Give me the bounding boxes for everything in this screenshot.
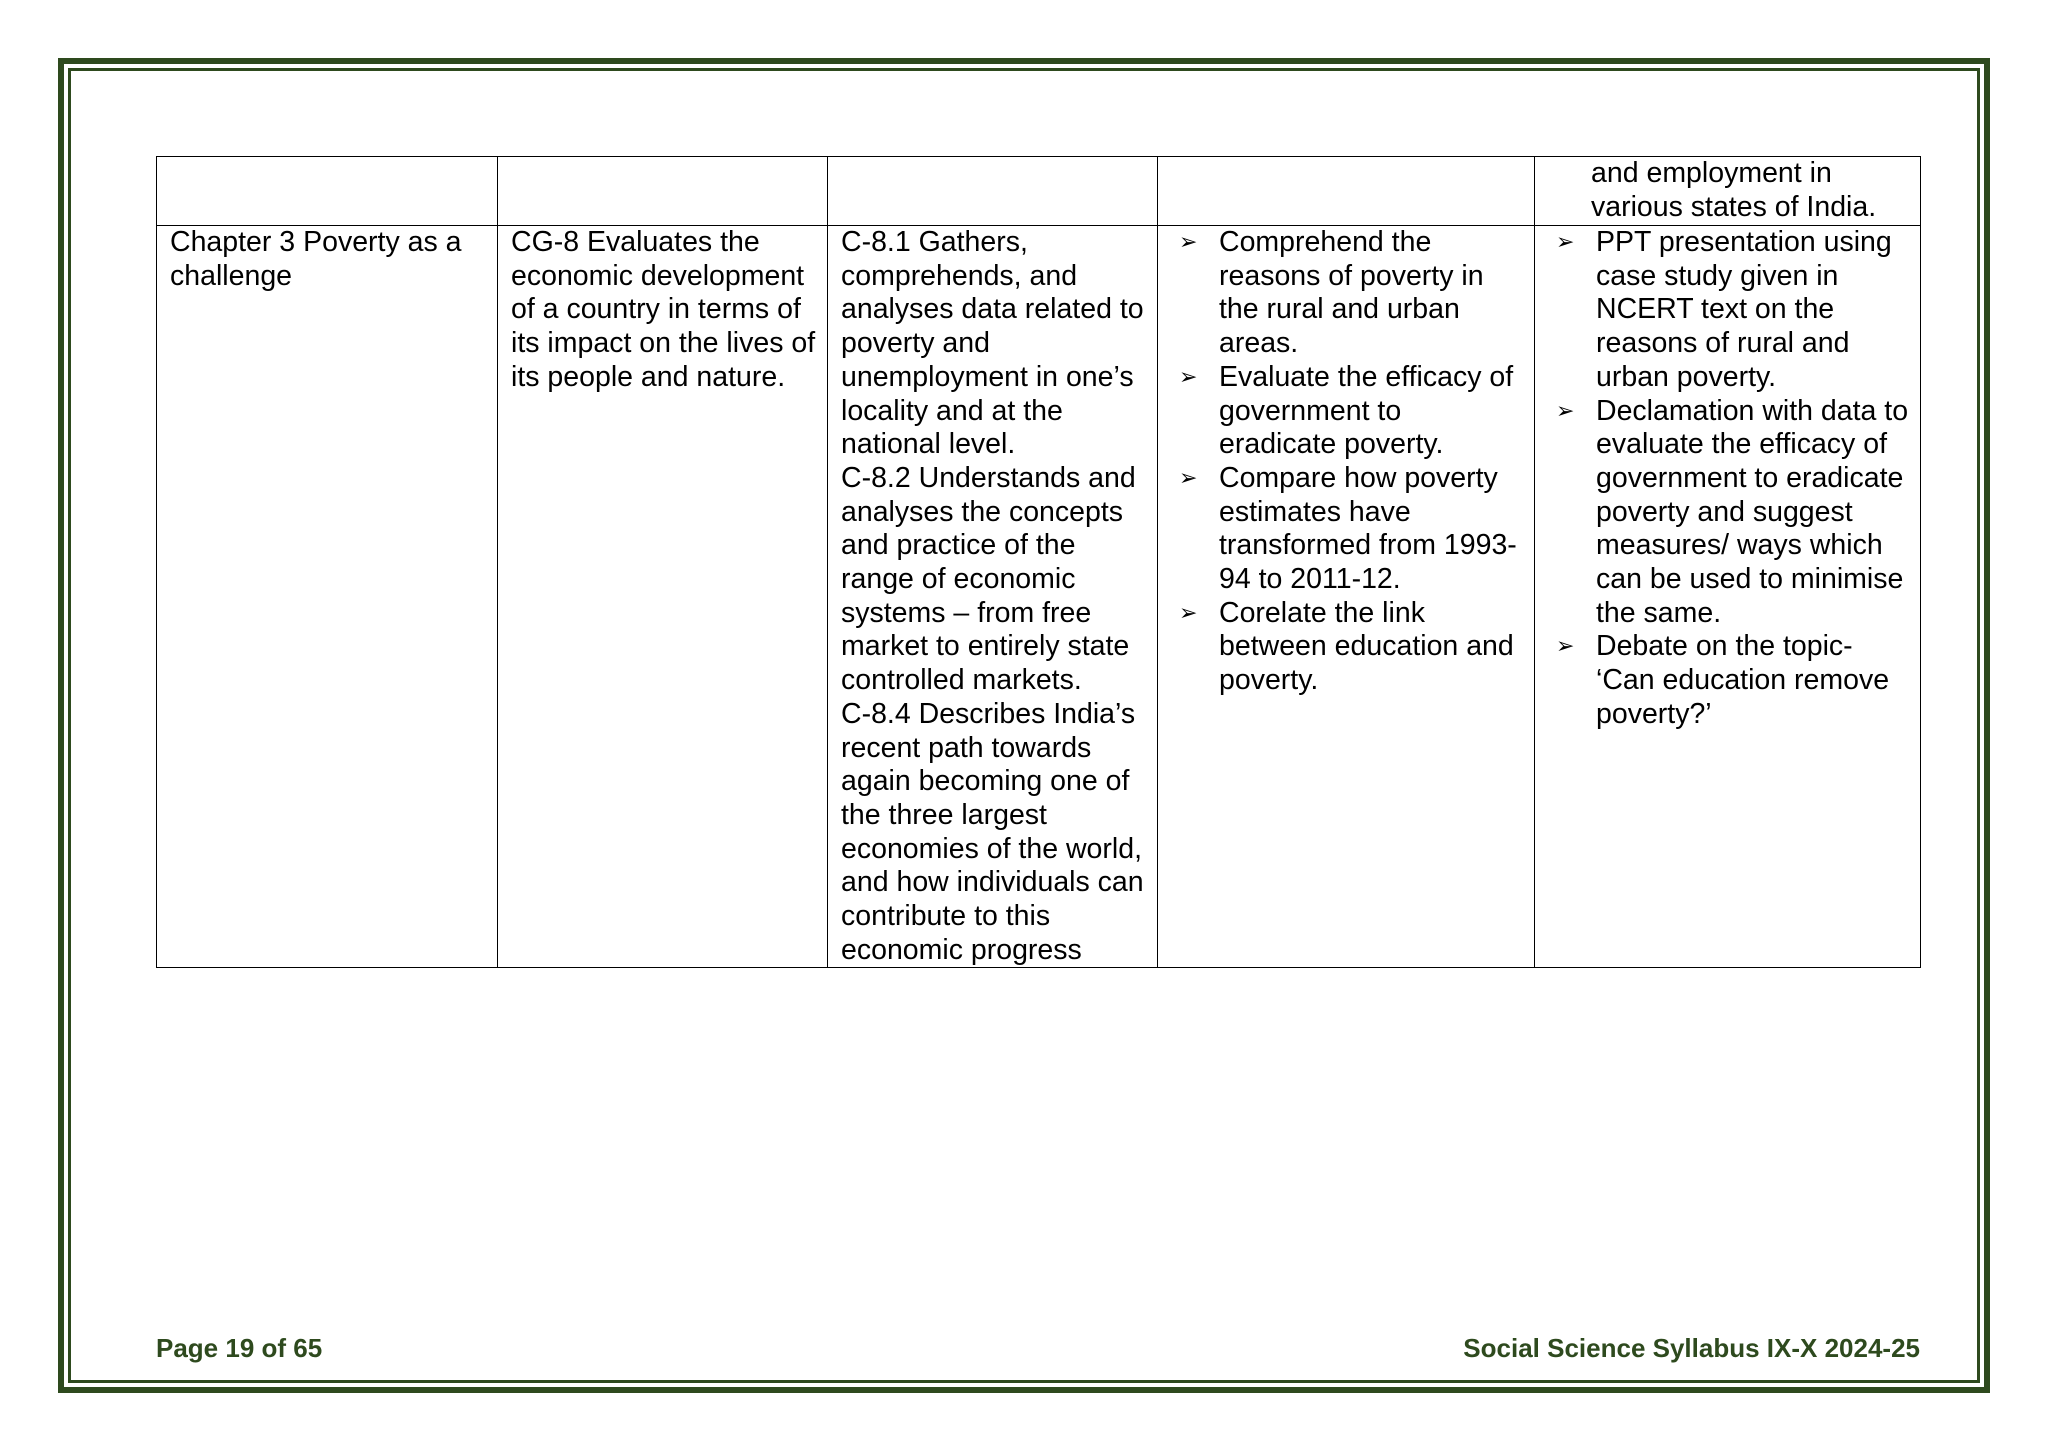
syllabus-table	[156, 156, 1921, 968]
activities-list	[1548, 226, 1910, 732]
arrow-bullet-icon: ➢	[1179, 465, 1198, 491]
cell-empty	[1158, 157, 1535, 226]
cell-learning-outcomes	[1158, 226, 1535, 968]
list-item	[1171, 597, 1524, 698]
learning-outcome-text: Comprehend the reasons of poverty in the rural and urban areas.	[1219, 226, 1484, 360]
document-title: Social Science Syllabus IX-X 2024-25	[1463, 1333, 1920, 1363]
cell-empty	[828, 157, 1158, 226]
chapter-text: Chapter 3 Poverty as a challenge	[170, 226, 462, 292]
list-item	[1548, 395, 1910, 631]
list-item	[1548, 226, 1910, 395]
page-number: Page 19 of 65	[156, 1333, 323, 1363]
activity-text: Debate on the topic- ‘Can education remove poverty?’	[1596, 630, 1890, 730]
competency-c-8-4: C-8.4 Describes India’s recent path towards again becoming one of the three largest economies of the world, and how individuals can contribute to this economic progress	[841, 697, 1144, 966]
arrow-bullet-icon: ➢	[1179, 364, 1198, 390]
table-row-chapter-3	[157, 226, 1921, 968]
arrow-bullet-icon: ➢	[1179, 600, 1198, 626]
list-item	[1171, 462, 1524, 597]
curricular-goal-text: CG-8 Evaluates the economic development of a country in terms of its impact on the lives of its people and nature.	[511, 226, 816, 393]
activity-text: Declamation with data to evaluate the efficacy of government to eradicate poverty and suggest measures/ ways which can be used to minimise the same.	[1596, 394, 1909, 629]
list-item	[1548, 630, 1910, 731]
competency-c-8-2: C-8.2 Understands and analyses the concepts and practice of the range of economic systems – from free market to entirely state controlled markets.	[841, 461, 1136, 697]
cell-competencies	[828, 226, 1158, 968]
list-item	[1171, 226, 1524, 361]
cell-chapter	[157, 226, 498, 968]
continuation-text: and employment in various states of India.	[1591, 157, 1877, 223]
learning-outcome-text: Corelate the link between education and poverty.	[1219, 596, 1514, 697]
activity-text: PPT presentation using case study given in NCERT text on the reasons of rural and urban poverty.	[1596, 226, 1892, 393]
arrow-bullet-icon: ➢	[1556, 634, 1575, 660]
learning-outcome-text: Compare how poverty estimates have transformed from 1993-94 to 2011-12.	[1219, 461, 1517, 596]
table-row-continuation	[157, 157, 1921, 226]
arrow-bullet-icon: ➢	[1556, 398, 1575, 424]
learning-outcomes-list	[1171, 226, 1524, 698]
cell-continuation-activities	[1535, 157, 1921, 226]
cell-activities	[1535, 226, 1921, 968]
cell-empty	[157, 157, 498, 226]
cell-curricular-goal	[498, 226, 828, 968]
cell-empty	[498, 157, 828, 226]
learning-outcome-text: Evaluate the efficacy of government to eradicate poverty.	[1219, 360, 1514, 461]
arrow-bullet-icon: ➢	[1179, 230, 1198, 255]
arrow-bullet-icon: ➢	[1556, 230, 1575, 255]
list-item	[1171, 361, 1524, 462]
competency-c-8-1: C-8.1 Gathers, comprehends, and analyses data related to poverty and unemployment in one’s locality and at the national level.	[841, 226, 1144, 461]
